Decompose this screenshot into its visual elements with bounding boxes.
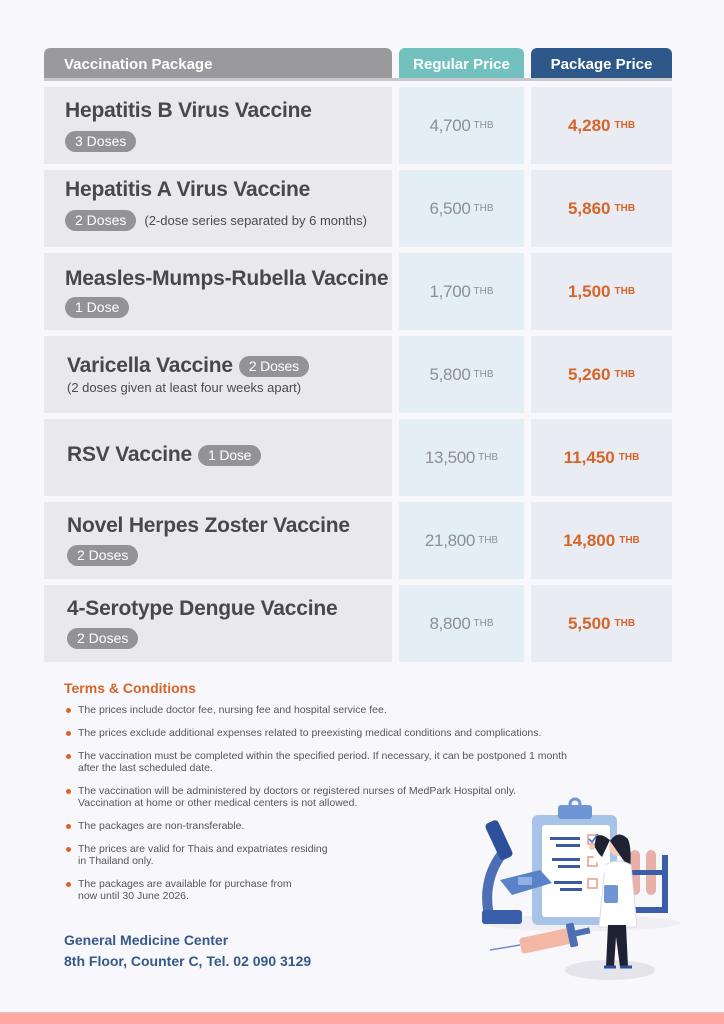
package-price-cell: [531, 253, 672, 330]
vaccine-name: Varicella Vaccine: [67, 354, 233, 377]
header-vaccination-package: Vaccination Package: [44, 48, 392, 80]
vaccine-cell: [44, 336, 392, 413]
center-name: General Medicine Center: [64, 932, 229, 948]
dose-note: (2-dose series separated by 6 months): [144, 213, 367, 228]
footer-bar: [0, 1012, 724, 1024]
package-price-cell: [531, 336, 672, 413]
table-row: [44, 336, 672, 413]
package-price-cell: [531, 87, 672, 164]
terms-item: The vaccination must be completed within the specified period. If necessary, it can be postponed 1 month after the last scheduled date.: [64, 750, 574, 774]
dose-badge: 1 Dose: [198, 445, 261, 466]
regular-price-cell: [399, 87, 524, 164]
currency: THB: [473, 618, 494, 629]
currency: THB: [478, 452, 499, 463]
header-divider: [44, 78, 672, 81]
regular-price: 21,800: [424, 530, 476, 550]
regular-price-cell: [399, 502, 524, 579]
package-price-cell: [531, 585, 672, 662]
terms-item: The prices exclude additional expenses related to preexisting medical conditions and complications.: [64, 727, 574, 739]
contact-info: [64, 930, 311, 972]
currency: THB: [614, 618, 636, 629]
dose-badge: 3 Doses: [65, 131, 136, 152]
terms-item: The prices are valid for Thais and expatriates residing in Thailand only.: [64, 843, 334, 867]
doctor-clipboard-icon: [470, 795, 690, 985]
package-price: 1,500: [567, 281, 611, 301]
regular-price: 13,500: [424, 447, 476, 467]
vaccine-name: 4-Serotype Dengue Vaccine: [67, 597, 338, 620]
regular-price: 8,800: [429, 613, 471, 633]
header-regular-price: Regular Price: [399, 48, 524, 80]
terms-title: Terms & Conditions: [64, 680, 196, 696]
package-price: 14,800: [563, 530, 616, 550]
regular-price-cell: [399, 253, 524, 330]
vaccine-name: Novel Herpes Zoster Vaccine: [67, 514, 350, 537]
table-row: [44, 87, 672, 164]
table-row: [44, 502, 672, 579]
table-row: [44, 170, 672, 247]
center-location: 8th Floor, Counter C, Tel. 02 090 3129: [64, 953, 312, 969]
vaccine-cell: [44, 253, 392, 330]
regular-price-cell: [399, 170, 524, 247]
package-price-cell: [531, 170, 672, 247]
vaccine-cell: [44, 87, 392, 164]
currency: THB: [614, 286, 636, 297]
currency: THB: [614, 203, 636, 214]
doctor-illustration: [470, 795, 690, 985]
package-price-cell: [531, 502, 672, 579]
vaccine-name: Hepatitis A Virus Vaccine: [65, 178, 311, 201]
regular-price-cell: [399, 585, 524, 662]
currency: THB: [618, 452, 640, 463]
regular-price-cell: [399, 419, 524, 496]
regular-price-cell: [399, 336, 524, 413]
package-price: 4,280: [567, 115, 611, 135]
regular-price: 5,800: [429, 364, 471, 384]
currency: THB: [614, 120, 636, 131]
terms-item: The packages are non-transferable.: [64, 820, 574, 832]
package-price: 11,450: [563, 447, 615, 467]
regular-price: 4,700: [429, 115, 471, 135]
table-row: [44, 585, 672, 662]
currency: THB: [473, 203, 494, 214]
package-price-cell: [531, 419, 672, 496]
regular-price: 1,700: [429, 281, 471, 301]
dose-badge: 2 Doses: [239, 356, 309, 377]
regular-price: 6,500: [429, 198, 471, 218]
currency: THB: [614, 369, 636, 380]
dose-badge: 2 Doses: [67, 545, 138, 566]
terms-item: The vaccination will be administered by doctors or registered nurses of MedPark Hospital only. Vaccination at home or other medical centers is not allowed.: [64, 785, 534, 809]
currency: THB: [619, 535, 640, 546]
dose-badge: 2 Doses: [67, 628, 138, 649]
currency: THB: [473, 120, 494, 131]
vaccine-name: Hepatitis B Virus Vaccine: [65, 99, 312, 122]
package-price: 5,260: [567, 364, 611, 384]
vaccine-cell: [44, 502, 392, 579]
package-price: 5,500: [567, 613, 611, 633]
package-price: 5,860: [567, 198, 611, 218]
terms-item: The prices include doctor fee, nursing fee and hospital service fee.: [64, 704, 574, 716]
vaccine-cell: [44, 585, 392, 662]
terms-item: The packages are available for purchase from now until 30 June 2026.: [64, 878, 304, 902]
vaccine-cell: [44, 170, 392, 247]
currency: THB: [473, 286, 494, 297]
vaccine-cell: [44, 419, 392, 496]
dose-badge: 1 Dose: [65, 297, 129, 318]
currency: THB: [473, 369, 494, 380]
table-row: [44, 253, 672, 330]
table-row: [44, 419, 672, 496]
dose-badge: 2 Doses: [65, 210, 136, 231]
header-package-price: Package Price: [531, 48, 672, 80]
vaccine-name: RSV Vaccine: [67, 443, 193, 466]
vaccine-name: Measles-Mumps-Rubella Vaccine: [65, 267, 389, 290]
currency: THB: [478, 535, 499, 546]
dose-note: (2 doses given at least four weeks apart): [67, 380, 302, 395]
